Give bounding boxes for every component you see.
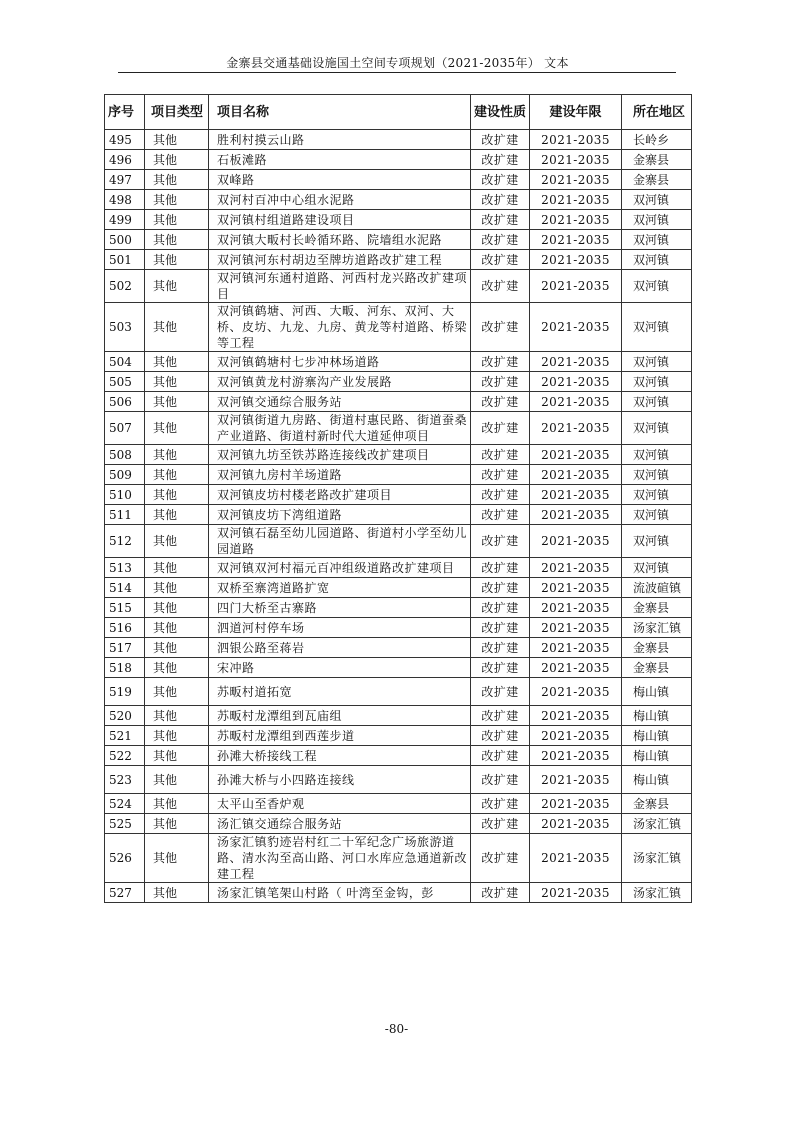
cell-nature: 改扩建: [471, 150, 530, 170]
cell-years: 2021-2035: [530, 558, 622, 578]
cell-region: 双河镇: [622, 412, 692, 445]
cell-number: 524: [105, 794, 145, 814]
cell-name: 双河镇街道九房路、街道村惠民路、街道蚕桑产业道路、街道村新时代大道延伸项目: [209, 412, 471, 445]
cell-region: 金寨县: [622, 598, 692, 618]
cell-number: 515: [105, 598, 145, 618]
cell-type: 其他: [145, 794, 209, 814]
table-row: [105, 505, 692, 525]
cell-name: 双河镇鹤塘村七步冲林场道路: [209, 352, 471, 372]
cell-nature: 改扩建: [471, 766, 530, 794]
cell-nature: 改扩建: [471, 505, 530, 525]
cell-nature: 改扩建: [471, 706, 530, 726]
cell-name: 双河镇皮坊村楼老路改扩建项目: [209, 485, 471, 505]
cell-region: 双河镇: [622, 465, 692, 485]
cell-number: 496: [105, 150, 145, 170]
cell-name: 双峰路: [209, 170, 471, 190]
cell-years: 2021-2035: [530, 190, 622, 210]
header-rule: [118, 72, 676, 73]
cell-years: 2021-2035: [530, 834, 622, 883]
table-row: [105, 883, 692, 903]
cell-name: 苏畈村龙潭组到瓦庙组: [209, 706, 471, 726]
cell-nature: 改扩建: [471, 678, 530, 706]
cell-type: 其他: [145, 270, 209, 303]
page-number: -80-: [384, 1022, 409, 1036]
cell-years: 2021-2035: [530, 170, 622, 190]
cell-name: 双河村百冲中心组水泥路: [209, 190, 471, 210]
cell-number: 525: [105, 814, 145, 834]
cell-number: 516: [105, 618, 145, 638]
cell-number: 510: [105, 485, 145, 505]
cell-number: 507: [105, 412, 145, 445]
cell-type: 其他: [145, 412, 209, 445]
cell-region: 双河镇: [622, 392, 692, 412]
cell-type: 其他: [145, 598, 209, 618]
table-row: [105, 794, 692, 814]
cell-name: 双河镇交通综合服务站: [209, 392, 471, 412]
cell-years: 2021-2035: [530, 578, 622, 598]
table-row: [105, 766, 692, 794]
cell-type: 其他: [145, 558, 209, 578]
cell-name: 汤家汇镇豹迹岩村红二十军纪念广场旅游道路、清水沟至高山路、河口水库应急通道新改建工程: [209, 834, 471, 883]
cell-region: 梅山镇: [622, 678, 692, 706]
cell-name: 苏畈村道拓宽: [209, 678, 471, 706]
cell-region: 双河镇: [622, 270, 692, 303]
cell-number: 505: [105, 372, 145, 392]
table-row: [105, 706, 692, 726]
cell-number: 513: [105, 558, 145, 578]
cell-nature: 改扩建: [471, 883, 530, 903]
cell-years: 2021-2035: [530, 814, 622, 834]
cell-type: 其他: [145, 578, 209, 598]
cell-nature: 改扩建: [471, 814, 530, 834]
cell-type: 其他: [145, 465, 209, 485]
cell-nature: 改扩建: [471, 658, 530, 678]
cell-nature: 改扩建: [471, 303, 530, 352]
cell-nature: 改扩建: [471, 558, 530, 578]
column-header-name: 项目名称: [209, 95, 471, 130]
cell-nature: 改扩建: [471, 525, 530, 558]
cell-nature: 改扩建: [471, 578, 530, 598]
cell-type: 其他: [145, 230, 209, 250]
cell-region: 双河镇: [622, 505, 692, 525]
cell-region: 流波碹镇: [622, 578, 692, 598]
cell-nature: 改扩建: [471, 638, 530, 658]
cell-nature: 改扩建: [471, 445, 530, 465]
cell-name: 双河镇河东村胡边至牌坊道路改扩建工程: [209, 250, 471, 270]
cell-nature: 改扩建: [471, 270, 530, 303]
cell-type: 其他: [145, 392, 209, 412]
table-row: [105, 638, 692, 658]
table-row: [105, 445, 692, 465]
table-row: [105, 618, 692, 638]
cell-name: 双河镇九坊至铁苏路连接线改扩建项目: [209, 445, 471, 465]
cell-number: 526: [105, 834, 145, 883]
table-row: [105, 352, 692, 372]
table-row: [105, 372, 692, 392]
table-row: [105, 834, 692, 883]
cell-region: 双河镇: [622, 485, 692, 505]
cell-years: 2021-2035: [530, 525, 622, 558]
cell-region: 双河镇: [622, 303, 692, 352]
table-row: [105, 250, 692, 270]
cell-nature: 改扩建: [471, 250, 530, 270]
header-row: [105, 95, 692, 130]
table-body: [105, 130, 692, 903]
cell-name: 双河镇九房村羊场道路: [209, 465, 471, 485]
cell-nature: 改扩建: [471, 412, 530, 445]
cell-region: 汤家汇镇: [622, 618, 692, 638]
table-row: [105, 814, 692, 834]
cell-region: 金寨县: [622, 170, 692, 190]
cell-name: 双河镇皮坊下湾组道路: [209, 505, 471, 525]
cell-region: 梅山镇: [622, 766, 692, 794]
cell-nature: 改扩建: [471, 170, 530, 190]
cell-type: 其他: [145, 678, 209, 706]
cell-number: 500: [105, 230, 145, 250]
cell-type: 其他: [145, 746, 209, 766]
table-row: [105, 525, 692, 558]
cell-nature: 改扩建: [471, 746, 530, 766]
table-row: [105, 678, 692, 706]
cell-years: 2021-2035: [530, 678, 622, 706]
table-row: [105, 230, 692, 250]
project-table: [104, 94, 692, 903]
cell-years: 2021-2035: [530, 706, 622, 726]
cell-number: 518: [105, 658, 145, 678]
cell-region: 梅山镇: [622, 706, 692, 726]
cell-years: 2021-2035: [530, 270, 622, 303]
cell-nature: 改扩建: [471, 598, 530, 618]
cell-number: 527: [105, 883, 145, 903]
cell-years: 2021-2035: [530, 372, 622, 392]
cell-name: 双河镇村组道路建设项目: [209, 210, 471, 230]
cell-name: 胜利村摸云山路: [209, 130, 471, 150]
cell-type: 其他: [145, 372, 209, 392]
cell-years: 2021-2035: [530, 392, 622, 412]
cell-number: 498: [105, 190, 145, 210]
cell-years: 2021-2035: [530, 445, 622, 465]
cell-number: 520: [105, 706, 145, 726]
cell-nature: 改扩建: [471, 352, 530, 372]
cell-name: 双河镇石磊至幼儿园道路、街道村小学至幼儿园道路: [209, 525, 471, 558]
cell-number: 511: [105, 505, 145, 525]
cell-years: 2021-2035: [530, 230, 622, 250]
cell-years: 2021-2035: [530, 726, 622, 746]
cell-years: 2021-2035: [530, 412, 622, 445]
cell-nature: 改扩建: [471, 210, 530, 230]
cell-number: 508: [105, 445, 145, 465]
cell-region: 金寨县: [622, 638, 692, 658]
cell-number: 506: [105, 392, 145, 412]
cell-region: 梅山镇: [622, 726, 692, 746]
column-header-type: 项目类型: [145, 95, 209, 130]
cell-number: 514: [105, 578, 145, 598]
table-row: [105, 726, 692, 746]
cell-type: 其他: [145, 658, 209, 678]
cell-name: 汤家汇镇笔架山村路（ 叶湾至金钩，彭: [209, 883, 471, 903]
cell-name: 双河镇鹤塘、河西、大畈、河东、双河、大桥、皮坊、九龙、九房、黄龙等村道路、桥梁等工程: [209, 303, 471, 352]
cell-number: 523: [105, 766, 145, 794]
cell-type: 其他: [145, 130, 209, 150]
cell-region: 汤家汇镇: [622, 814, 692, 834]
column-header-years: 建设年限: [530, 95, 622, 130]
table-row: [105, 210, 692, 230]
cell-region: 双河镇: [622, 558, 692, 578]
page-header: 金寨县交通基础设施国土空间专项规划（2021-2035年） 文本: [226, 56, 569, 70]
cell-type: 其他: [145, 638, 209, 658]
cell-years: 2021-2035: [530, 505, 622, 525]
cell-years: 2021-2035: [530, 250, 622, 270]
table-row: [105, 558, 692, 578]
cell-name: 双河镇双河村福元百冲组级道路改扩建项目: [209, 558, 471, 578]
cell-years: 2021-2035: [530, 352, 622, 372]
cell-name: 泗银公路至蒋岩: [209, 638, 471, 658]
cell-name: 汤汇镇交通综合服务站: [209, 814, 471, 834]
table-row: [105, 150, 692, 170]
cell-type: 其他: [145, 726, 209, 746]
cell-type: 其他: [145, 250, 209, 270]
cell-type: 其他: [145, 190, 209, 210]
cell-type: 其他: [145, 883, 209, 903]
cell-region: 双河镇: [622, 525, 692, 558]
cell-years: 2021-2035: [530, 746, 622, 766]
cell-region: 金寨县: [622, 150, 692, 170]
cell-type: 其他: [145, 210, 209, 230]
cell-number: 522: [105, 746, 145, 766]
cell-type: 其他: [145, 505, 209, 525]
cell-type: 其他: [145, 303, 209, 352]
cell-years: 2021-2035: [530, 465, 622, 485]
cell-region: 双河镇: [622, 352, 692, 372]
cell-years: 2021-2035: [530, 150, 622, 170]
cell-type: 其他: [145, 814, 209, 834]
cell-type: 其他: [145, 525, 209, 558]
cell-number: 495: [105, 130, 145, 150]
column-header-nature: 建设性质: [471, 95, 530, 130]
table-row: [105, 392, 692, 412]
cell-number: 512: [105, 525, 145, 558]
cell-years: 2021-2035: [530, 794, 622, 814]
cell-type: 其他: [145, 445, 209, 465]
cell-type: 其他: [145, 352, 209, 372]
cell-region: 双河镇: [622, 445, 692, 465]
table-row: [105, 303, 692, 352]
cell-number: 502: [105, 270, 145, 303]
cell-number: 503: [105, 303, 145, 352]
cell-region: 双河镇: [622, 210, 692, 230]
cell-region: 双河镇: [622, 372, 692, 392]
cell-years: 2021-2035: [530, 766, 622, 794]
cell-nature: 改扩建: [471, 130, 530, 150]
table-row: [105, 130, 692, 150]
cell-type: 其他: [145, 766, 209, 794]
cell-nature: 改扩建: [471, 485, 530, 505]
cell-name: 孙滩大桥接线工程: [209, 746, 471, 766]
cell-nature: 改扩建: [471, 230, 530, 250]
cell-name: 双河镇河东通村道路、河西村龙兴路改扩建项目: [209, 270, 471, 303]
cell-region: 双河镇: [622, 250, 692, 270]
cell-number: 497: [105, 170, 145, 190]
cell-region: 双河镇: [622, 230, 692, 250]
cell-years: 2021-2035: [530, 618, 622, 638]
cell-years: 2021-2035: [530, 210, 622, 230]
table-row: [105, 485, 692, 505]
cell-nature: 改扩建: [471, 392, 530, 412]
column-header-region: 所在地区: [622, 95, 692, 130]
cell-number: 501: [105, 250, 145, 270]
cell-number: 504: [105, 352, 145, 372]
cell-region: 长岭乡: [622, 130, 692, 150]
cell-type: 其他: [145, 706, 209, 726]
cell-years: 2021-2035: [530, 658, 622, 678]
column-header-number: 序号: [105, 95, 145, 130]
cell-name: 孙滩大桥与小四路连接线: [209, 766, 471, 794]
cell-type: 其他: [145, 150, 209, 170]
cell-region: 汤家汇镇: [622, 883, 692, 903]
cell-years: 2021-2035: [530, 598, 622, 618]
table-row: [105, 578, 692, 598]
cell-name: 宋冲路: [209, 658, 471, 678]
cell-nature: 改扩建: [471, 190, 530, 210]
cell-type: 其他: [145, 170, 209, 190]
cell-name: 双河镇大畈村长岭循环路、院墙组水泥路: [209, 230, 471, 250]
table-row: [105, 270, 692, 303]
table-row: [105, 412, 692, 445]
table-row: [105, 746, 692, 766]
cell-name: 石板滩路: [209, 150, 471, 170]
cell-number: 521: [105, 726, 145, 746]
table-row: [105, 170, 692, 190]
cell-name: 苏畈村龙潭组到西莲步道: [209, 726, 471, 746]
cell-region: 汤家汇镇: [622, 834, 692, 883]
cell-name: 双桥至寨湾道路扩宽: [209, 578, 471, 598]
cell-type: 其他: [145, 485, 209, 505]
cell-number: 519: [105, 678, 145, 706]
cell-name: 太平山至香炉观: [209, 794, 471, 814]
cell-region: 梅山镇: [622, 746, 692, 766]
cell-type: 其他: [145, 834, 209, 883]
table-header: [105, 95, 692, 130]
cell-years: 2021-2035: [530, 130, 622, 150]
cell-years: 2021-2035: [530, 883, 622, 903]
table-row: [105, 658, 692, 678]
cell-years: 2021-2035: [530, 638, 622, 658]
cell-number: 509: [105, 465, 145, 485]
cell-years: 2021-2035: [530, 485, 622, 505]
cell-region: 金寨县: [622, 794, 692, 814]
cell-number: 499: [105, 210, 145, 230]
table-row: [105, 465, 692, 485]
cell-nature: 改扩建: [471, 618, 530, 638]
cell-type: 其他: [145, 618, 209, 638]
cell-number: 517: [105, 638, 145, 658]
table-row: [105, 190, 692, 210]
cell-region: 金寨县: [622, 658, 692, 678]
cell-name: 双河镇黄龙村游寨沟产业发展路: [209, 372, 471, 392]
table-row: [105, 598, 692, 618]
cell-nature: 改扩建: [471, 465, 530, 485]
cell-nature: 改扩建: [471, 794, 530, 814]
cell-nature: 改扩建: [471, 726, 530, 746]
cell-years: 2021-2035: [530, 303, 622, 352]
cell-nature: 改扩建: [471, 834, 530, 883]
cell-region: 双河镇: [622, 190, 692, 210]
cell-nature: 改扩建: [471, 372, 530, 392]
cell-name: 四门大桥至古寨路: [209, 598, 471, 618]
cell-name: 泗道河村停车场: [209, 618, 471, 638]
